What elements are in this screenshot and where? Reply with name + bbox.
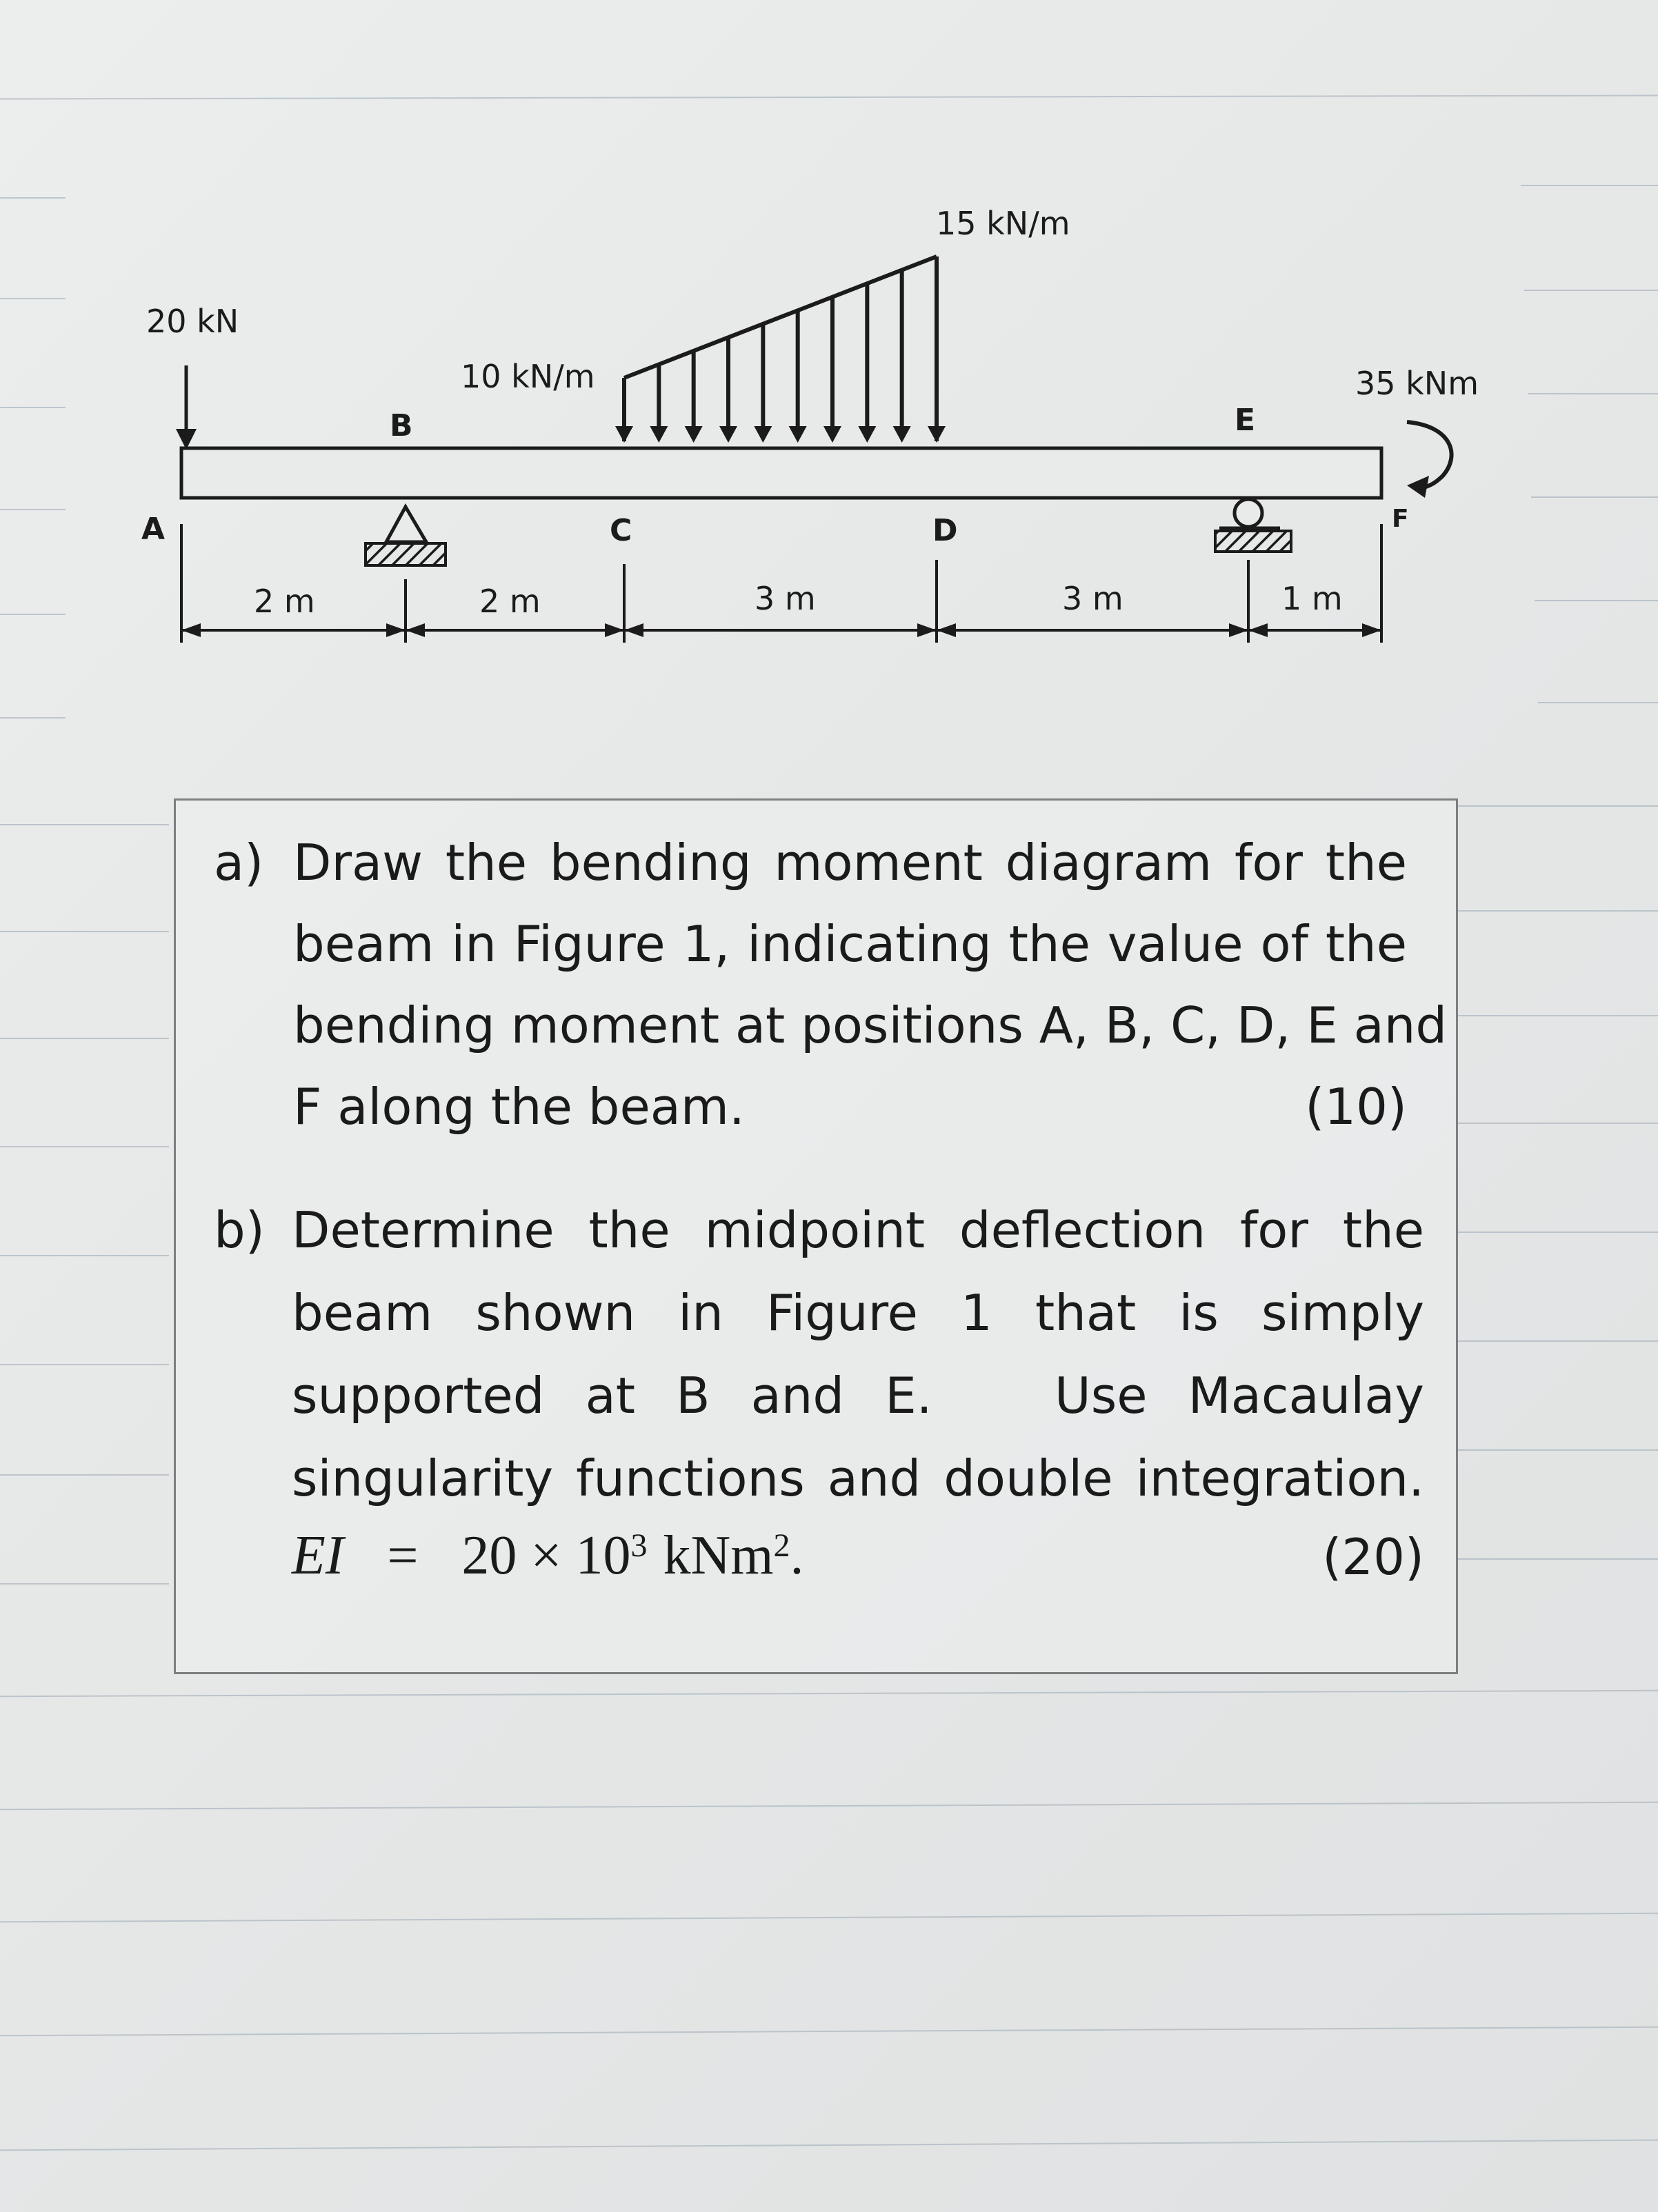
beam-diagram [0,0,1658,690]
load-arrow-head [858,426,876,443]
question-a-line-1: Draw the bending moment diagram for the [293,834,1407,892]
label-a: A [141,512,166,547]
load-arrow-head [789,426,807,443]
rule-line [1538,702,1658,703]
ei-value: 20 × 10 [461,1525,631,1586]
rule-line [1458,1449,1658,1451]
load-arrow-head [754,426,772,443]
label-f: F [1392,505,1409,533]
distributed-load-arrows [615,257,946,443]
rule-line [0,1583,169,1585]
pin-support-b [366,507,446,565]
rule-line [0,717,66,718]
rule-line [0,824,169,825]
rule-line [1458,910,1658,912]
rule-line [0,2027,1658,2037]
ei-equation [292,1525,804,1586]
dim-ab: 2 m [254,583,315,620]
load-arrow-head [615,426,633,443]
rule-line [0,1364,169,1365]
question-b-marker: b) [214,1201,265,1259]
label-10kn-m: 10 kN/m [461,358,595,395]
ei-exponent: 3 [630,1527,648,1564]
load-arrow-head [685,426,703,443]
rule-line [0,1255,169,1256]
question-b-line-4: singularity functions and double integration. [292,1449,1424,1507]
label-e: E [1235,403,1256,438]
question-b-line-2: beam shown in Figure 1 that is simply [292,1284,1424,1342]
dim-bc: 2 m [479,583,541,620]
label-35knm: 35 kNm [1355,365,1479,402]
rule-line [0,931,169,932]
dim-de: 3 m [1062,580,1123,617]
load-arrow-head [650,426,668,443]
question-b [214,1201,1424,1633]
question-a-marker: a) [214,834,264,892]
rule-line [1458,1558,1658,1560]
question-b-line-1: Determine the midpoint deflection for the [292,1201,1424,1259]
label-b: B [390,408,413,443]
rule-line [1458,805,1658,807]
rule-line [0,1146,169,1147]
ei-end: . [790,1525,804,1586]
dim-cd: 3 m [755,580,816,617]
question-b-line-3: supported at B and E. Use Macaulay [292,1367,1424,1425]
label-20kn: 20 kN [146,303,239,340]
rule-line [0,1690,1658,1697]
rule-line [0,1038,169,1039]
label-15kn-m: 15 kN/m [936,205,1070,242]
point-load-arrow [176,365,197,450]
load-arrow-head [719,426,737,443]
load-arrow-head [928,426,946,443]
label-d: D [932,513,958,548]
moment-arrow [1407,422,1452,498]
rule-line [0,1474,169,1476]
label-c: C [610,513,632,548]
question-a-marks: (10) [1305,1078,1407,1136]
dim-ef: 1 m [1281,580,1343,617]
question-a-line-4: F along the beam. [293,1078,745,1136]
question-a-line-2: beam in Figure 1, indicating the value of the [293,915,1407,973]
ei-unit: kNm [663,1525,774,1586]
beam [181,448,1381,498]
rule-line [0,1913,1658,1923]
rule-line [1458,1015,1658,1016]
load-arrow-head [893,426,911,443]
ei-unit-exponent: 2 [773,1527,790,1564]
rule-line [1458,1340,1658,1342]
rule-line [0,1802,1658,1810]
question-a-line-3: bending moment at positions A, B, C, D, E and [293,996,1448,1054]
question-a [214,834,1448,1169]
distributed-load [624,257,937,441]
roller-support-e [1215,499,1291,552]
load-arrow-head [823,426,841,443]
rule-line [0,2140,1658,2151]
rule-line [1458,1231,1658,1233]
rule-line [1458,1123,1658,1124]
question-b-marks: (20) [1322,1528,1424,1586]
ei-equals: = [387,1525,419,1586]
ei-symbol: EI [292,1525,344,1586]
